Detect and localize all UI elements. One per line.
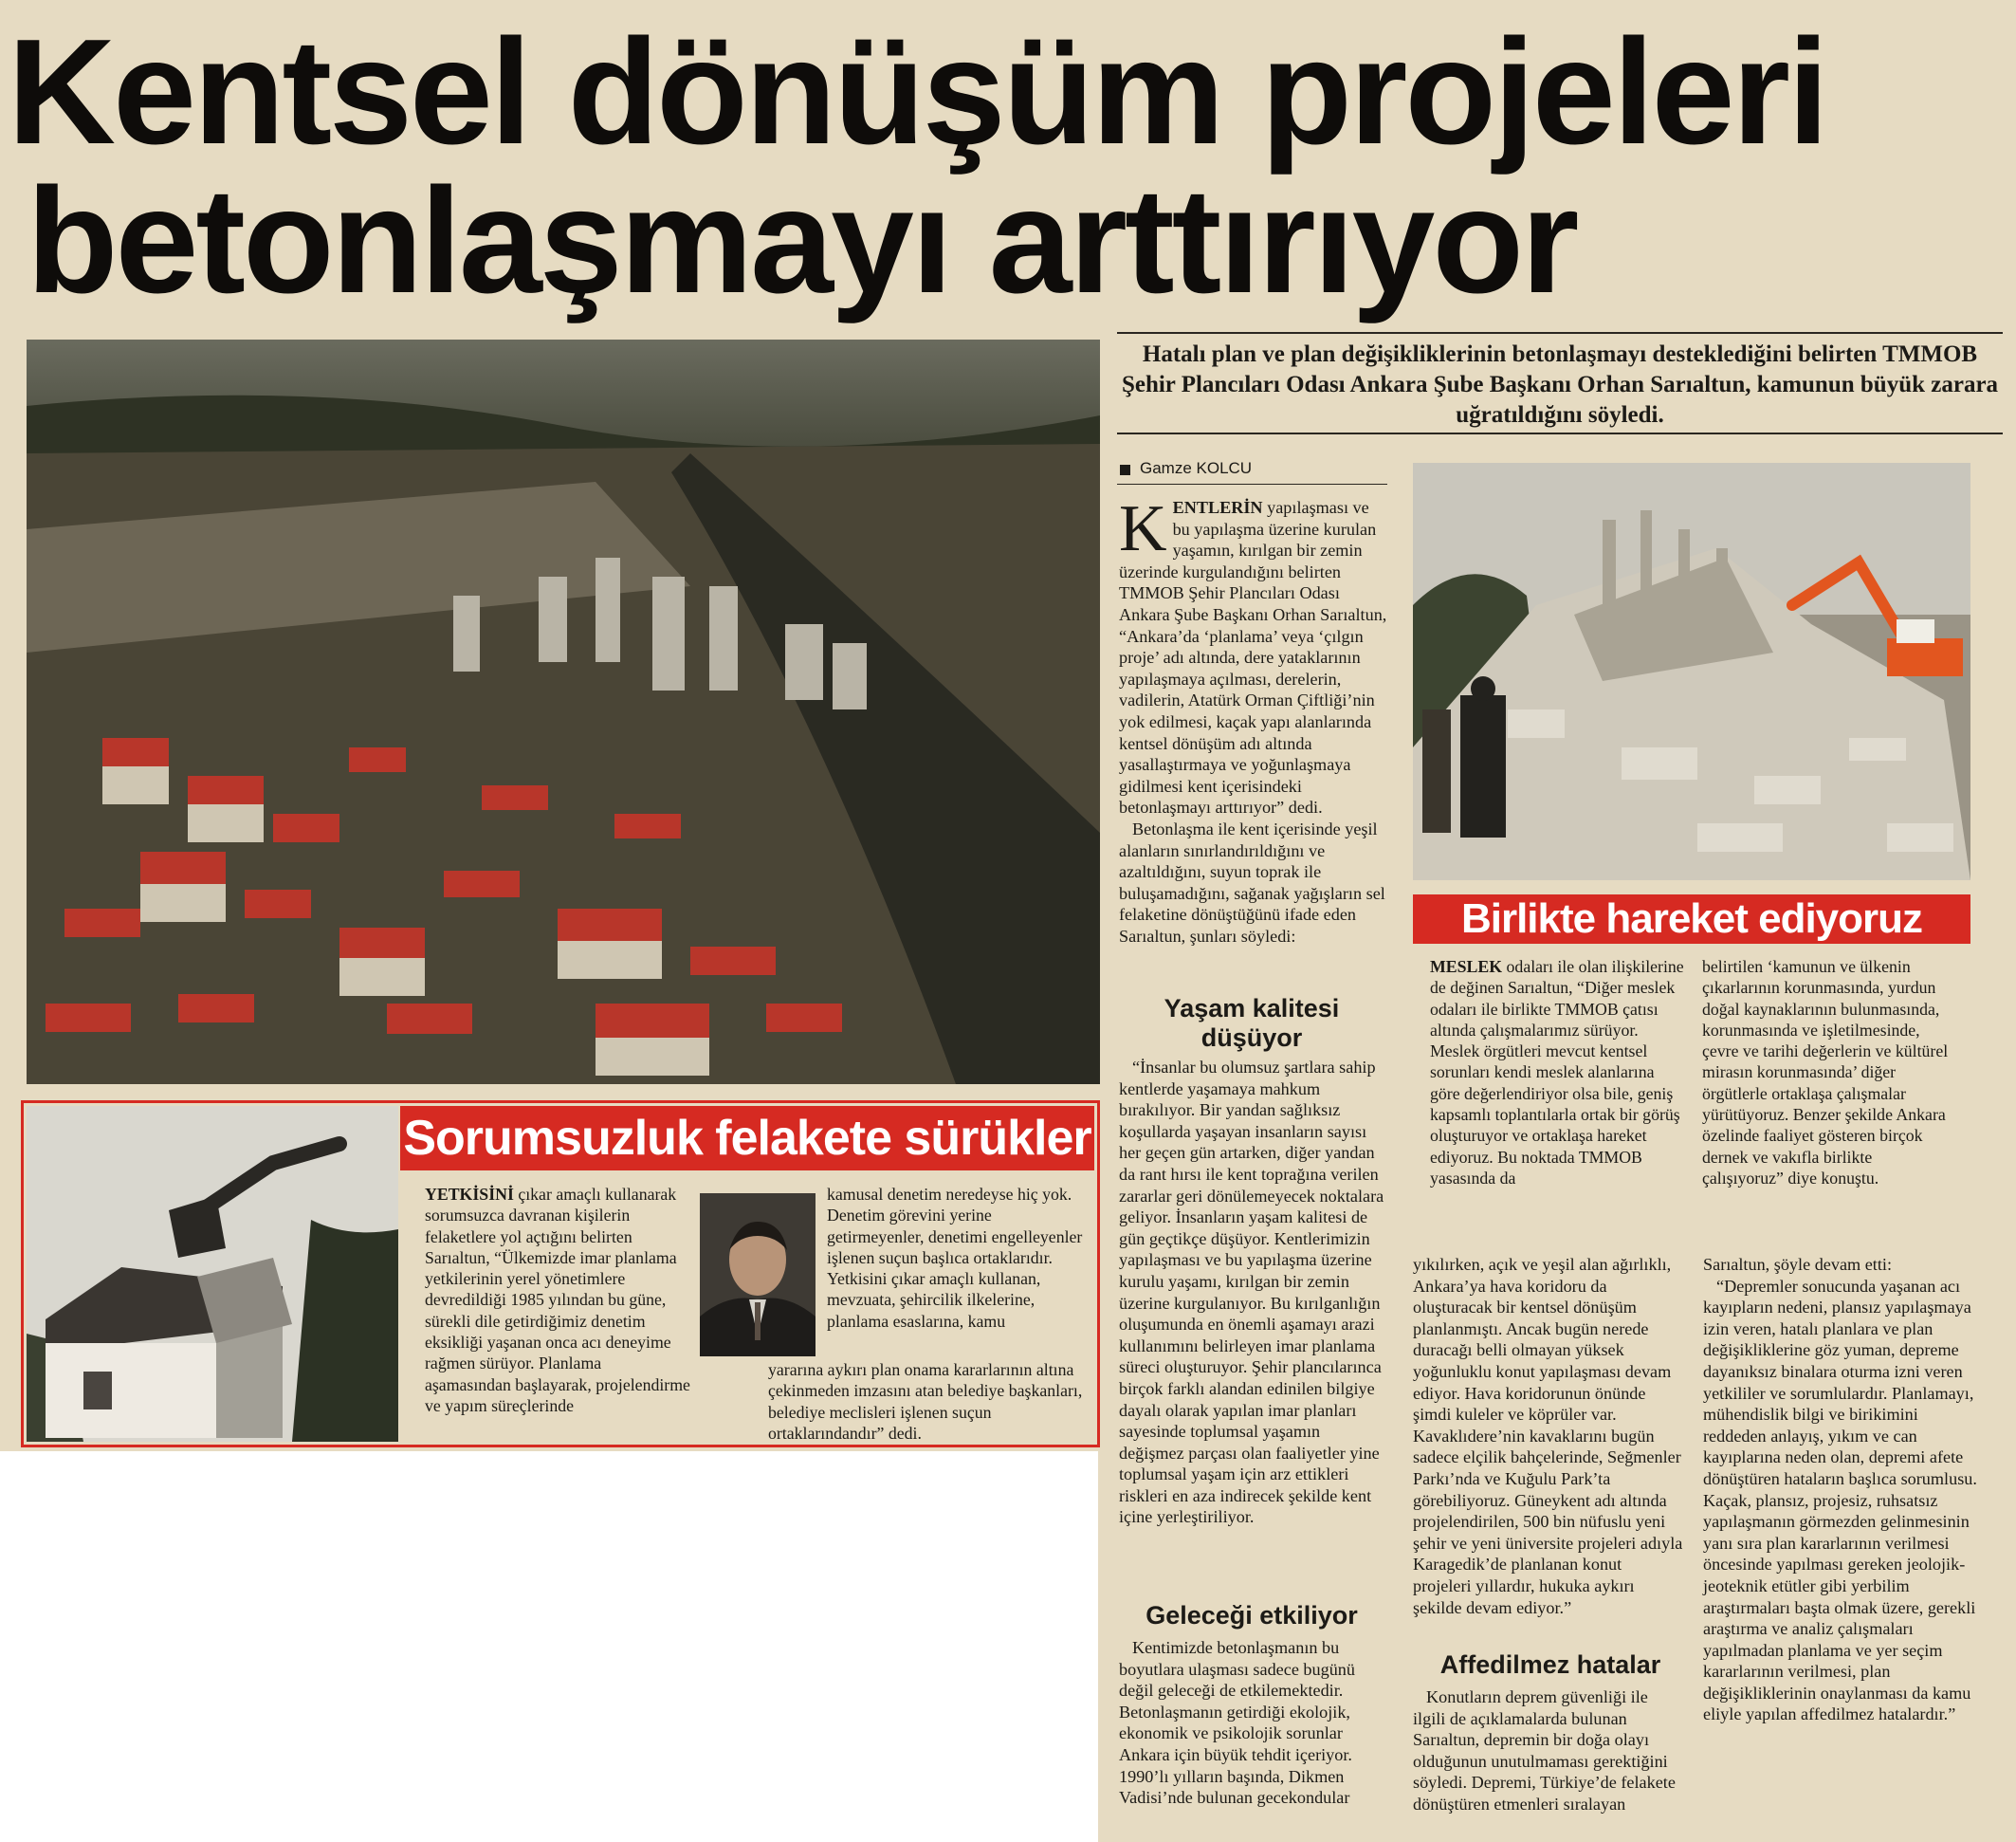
main-paragraph-2: Betonlaşma ile kent içerisinde yeşil alanların sınırlandırıldığını ve azaltıldığını, suyun toprak ile buluşamadığını, sağanak yağışların sel felaketine dönüştüğünü ifade eden Sarıaltun, şunları söyledi: bbox=[1119, 819, 1385, 946]
headline-line-1: Kentsel dönüşüm projeleri bbox=[8, 9, 1826, 175]
sorumsuzluk-title-bar: Sorumsuzluk felakete sürükler bbox=[400, 1106, 1094, 1170]
main-paragraph-3: “İnsanlar bu olumsuz şartlara sahip kentlerde yaşamaya mahkum bırakılıyor. Bir yandan sağlıksız koşullarda yaşayan insanların sayısı her geçen gün artarken, diğer yandan da rant hırsı ile kent toprağına verilen zararlar geri dönülemeyecek noktalara geliyor. İnsanların yaşam kalitesi de gün geçtikçe düşüyor. Kentlerimizin yapılaşması ve bu yapılaşma üzerine kurulu yaşamı, kırılgan bir zemin üzerine kurgulanıyor. Bu kırılganlığın oluşumunda en önemli aşamayı arazi kullanımını belirleyen imar planlama süreci oluşturuyor. Şehir plancılarınca birçok farklı alandan edinilen bilgiye dayalı olarak yapılan imar planları sayesinde toplumsal yaşamın değişmez parçası olan faaliyetler yine toplumsal yaşam için arz ettikleri riskleri en aza indirecek şekilde kent içine yerleştiriliyor. bbox=[1119, 1058, 1384, 1527]
subheading-gelecegi-etkiliyor: Geleceği etkiliyor bbox=[1145, 1601, 1358, 1630]
article-deck: Hatalı plan ve plan değişikliklerinin betonlaşmayı desteklediğini belirten TMMOB Şehir Plancıları Odası Ankara Şube Başkanı Orhan Sarıaltun, kamunun büyük zarara uğratıldığını söyledi. bbox=[1121, 341, 1999, 428]
main-paragraph-4: Kentimizde betonlaşmanın bu boyutlara ulaşması sadece bugünü değil geleceği de etkilemektedir. Betonlaşmanın getirdiği ekolojik, ekonomik ve psikolojik sorunlar Ankara için büyük tehdit içeriyor. 1990’lı yılların başında, Dikmen Vadisi’nde bulunan gecekondular bbox=[1119, 1638, 1355, 1808]
birlikte-title-bar: Birlikte hareket ediyoruz bbox=[1413, 894, 1970, 944]
column-3 bbox=[1413, 1254, 1684, 1618]
sorumsuzluk-lead-word: YETKİSİNİ bbox=[425, 1185, 514, 1204]
column-4-paragraph-1: Sarıaltun, şöyle devam etti: bbox=[1703, 1255, 1893, 1274]
column-3-part-2 bbox=[1413, 1686, 1684, 1815]
orhan-sarialtun-portrait bbox=[700, 1193, 816, 1356]
main-column-part-2 bbox=[1119, 1057, 1387, 1528]
main-paragraph-1: yapılaşması ve bu yapılaşma üzerine kurulan yaşamın, kırılgan bir zemin üzerinde kurgulandığını belirten TMMOB Şehir Plancıları Odası Ankara Şube Başkanı Orhan Sarıaltun, “Ankara’da ‘planlama’ veya ‘çılgın proje’ adı altında, dere yataklarının yapılaşmaya açılması, derelerin, vadilerin, Atatürk Orman Çiftliği’nin yok edilmesi, kaçak yapı alanlarında kentsel dönüşüm adı altında yasallaştırmaya ve yoğunlaşmaya gidilmesi kent içerisindeki betonlaşmayı arttırıyor” dedi. bbox=[1119, 498, 1387, 818]
deck-top-rule bbox=[1117, 332, 2003, 334]
byline: Gamze KOLCU bbox=[1140, 459, 1253, 477]
demolition-photo bbox=[1413, 463, 1970, 880]
birlikte-left-column bbox=[1430, 956, 1686, 1188]
subheading-yasam-kalitesi: Yaşam kalitesi düşüyor bbox=[1164, 994, 1340, 1052]
birlikte-right-column bbox=[1702, 956, 1956, 1188]
deck-bottom-rule bbox=[1117, 433, 2003, 434]
aerial-city-photo bbox=[27, 340, 1100, 1084]
byline-rule bbox=[1117, 484, 1387, 485]
sorumsuzluk-right-column-top bbox=[827, 1184, 1089, 1332]
subheading-affedilmez-hatalar: Affedilmez hatalar bbox=[1439, 1650, 1661, 1679]
sorumsuzluk-right-bottom-text: yararına aykırı plan onama kararlarının altına çekinmeden imzasını atan belediye başkanları, belediye meclisleri işlenen suçun ortaklarındandır” dedi. bbox=[768, 1360, 1083, 1443]
birlikte-lead-word: MESLEK bbox=[1430, 957, 1503, 976]
column-3-paragraph-1: yıkılırken, açık ve yeşil alan ağırlıklı, Ankara’ya hava koridoru da oluşturacak bir kentsel dönüşüm planlanmıştı. Ancak bugün nerede duracağı belli olmayan yüksek yoğunluklu konut yapılaşması devam ediyor. Hava koridorunun önünde şimdi kuleler ve köprüler var. Kavaklıdere’nin kavaklarını bugün sadece elçilik bahçelerinde, Seğmenler Parkı’nda ve Kuğulu Park’ta görebiliyoruz. Güneykent adı altında projelendirilen, 500 bin nüfuslu yeni şehir ve yeni üniversite projeleri adıyla Karagedik’de planlanan konut projeleri yıllardır, hukuka aykırı şekilde devam ediyor.” bbox=[1413, 1255, 1683, 1617]
birlikte-left-text: odaları ile olan ilişkilerine de değinen Sarıaltun, “Diğer meslek odaları ile birlikte TMMOB çatısı altında çalışmalarımız sürüyor. Meslek örgütleri mevcut kentsel sorunları kendi meslek alanlarına göre değerlendiriyor olsa bile, geniş kapsamlı toplantılarla ortak bir görüş oluşturuyor ve ortaklaşa hareket ediyoruz. Bu noktada TMMOB yasasında da bbox=[1430, 957, 1684, 1188]
column-4-paragraph-2: “Depremler sonucunda yaşanan acı kayıpların nedeni, plansız yapılaşmaya izin veren, hatalı planlara ve plan değişikliklerine göz yuman, depreme dayanıksız binalara oturma izni veren yetkililer ve sorumlulardır. Planlamayı, mühendislik bilgi ve birikimini reddeden anlayış, yıkım ve can kayıplarına neden olan, depremi afete dönüştüren hataların başlıca sorumlusu. Kaçak, plansız, projesiz, ruhsatsız yapılaşmanın görmezden gelinmesinin yanı sıra plan kararlarının verilmesi öncesinde yapılması gereken jeolojik-jeoteknik etütler gibi yerbilim araştırmaları başta olmak üzere, gerekli araştırma ve analiz çalışmaları yapılmadan planlama ve yer seçim kararlarının verilmesi, plan değişikliklerinin onaylanması da kamu eliyle yapılan affedilmez hatalardır.” bbox=[1703, 1276, 1977, 1724]
main-column bbox=[1119, 492, 1387, 947]
excavator-house-photo bbox=[27, 1106, 398, 1442]
byline-marker bbox=[1120, 465, 1130, 475]
drop-cap: K bbox=[1119, 492, 1167, 565]
column-4 bbox=[1703, 1254, 1982, 1725]
sorumsuzluk-right-top-text: kamusal denetim neredeyse hiç yok. Denetim görevini yerine getirmeyenler, denetimi engelleyenler işlenen suçun başlıca ortaklarıdır. Yetkisini çıkar amaçlı kullanan, mevzuata, şehircilik ilkelerine, planlama esaslarına, kamu bbox=[827, 1185, 1083, 1331]
column-3-paragraph-2: Konutların deprem güvenliği ile ilgili de açıklamalarda bulunan Sarıaltun, depremin bir doğa olayı olduğunun unutulmaması gerektiğini söyledi. Depremi, Türkiye’de felakete dönüştüren etmenleri sıralayan bbox=[1413, 1687, 1676, 1814]
main-column-part-3 bbox=[1119, 1637, 1387, 1809]
sorumsuzluk-left-text: çıkar amaçlı kullanarak sorumsuzca davranan kişilerin felaketlere yol açtığını belirten Sarıaltun, “Ülkemizde imar planlama yetkilerinin yerel yönetimlere devredildiği 1985 yılından bu güne, sürekli dile getirdiğimiz denetim eksikliği yaşanan onca acı deneyime rağmen sürüyor. Planlama aşamasından başlayarak, projelendirme ve yapım süreçlerinde bbox=[425, 1185, 690, 1415]
headline-line-2: betonlaşmayı arttırıyor bbox=[27, 157, 1577, 324]
sorumsuzluk-left-column bbox=[425, 1184, 690, 1416]
sorumsuzluk-right-column-bottom bbox=[768, 1359, 1089, 1444]
birlikte-right-text: belirtilen ‘kamunun ve ülkenin çıkarlarının korunmasında, yurdun doğal kaynaklarının bulunmasında, korunmasında ve işletilmesinde, çevre ve tarihi değerlerin ve kültürel mirasın korunmasında’ diğer örgütlerle ortaklaşa çalışmalar yürütüyoruz. Benzer şekilde Ankara özelinde faaliyet gösteren birçok dernek ve vakıfla birlikte çalışıyoruz” diye konuştu. bbox=[1702, 957, 1949, 1188]
lead-word: ENTLERİN bbox=[1172, 498, 1263, 517]
